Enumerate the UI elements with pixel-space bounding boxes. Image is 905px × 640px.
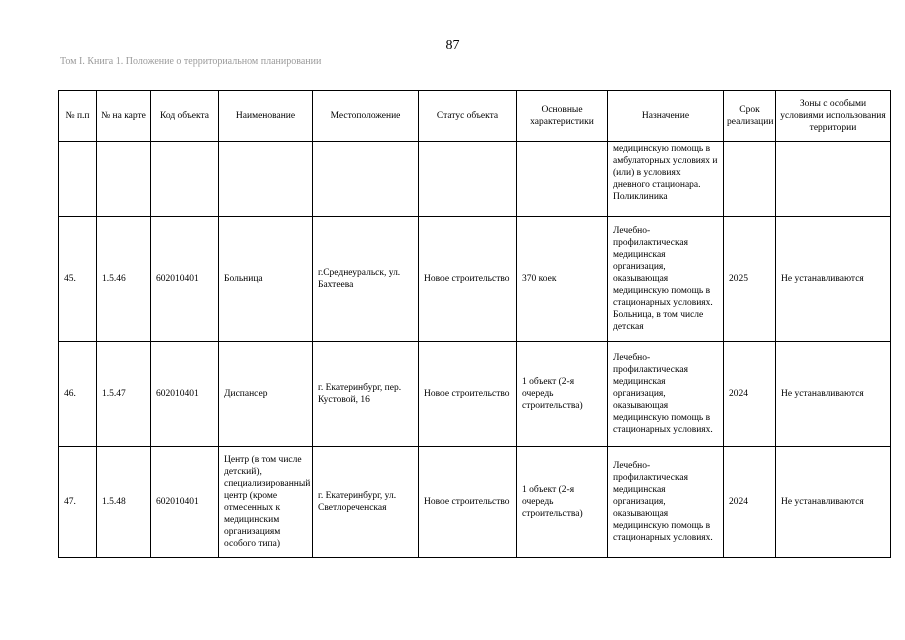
table-header-row <box>59 91 891 142</box>
header-cell: Местоположение <box>313 91 419 142</box>
table-cell: 602010401 <box>151 342 219 447</box>
table-cell: 1 объект (2-я очередь строительства) <box>517 342 608 447</box>
table-cell: Не устанавливаются <box>776 217 891 342</box>
table-cell: 1.5.48 <box>97 447 151 558</box>
header-cell: Код объекта <box>151 91 219 142</box>
header-cell: № п.п <box>59 91 97 142</box>
table-cell <box>151 142 219 217</box>
header-cell: Назначение <box>608 91 724 142</box>
table-cell: г. Екатеринбург, ул. Светлореченская <box>313 447 419 558</box>
table-cell <box>219 142 313 217</box>
running-header: Том I. Книга 1. Положение о территориальном планировании <box>60 56 322 67</box>
table-cell <box>776 142 891 217</box>
table-cell: 46. <box>59 342 97 447</box>
table-cell: Новое строительство <box>419 342 517 447</box>
header-cell: Статус объекта <box>419 91 517 142</box>
table-row <box>59 447 891 558</box>
table-cell: медицинскую помощь в амбулаторных условиях и (или) в условиях дневного стационара. Поликлиника <box>608 142 724 217</box>
header-cell: Основные характеристики <box>517 91 608 142</box>
table-cell <box>313 142 419 217</box>
table-row <box>59 217 891 342</box>
table-cell: Новое строительство <box>419 447 517 558</box>
table-cell <box>517 142 608 217</box>
table-cell: Лечебно-профилактическая медицинская организация, оказывающая медицинскую помощь в стационарных условиях. <box>608 342 724 447</box>
table-cell <box>724 142 776 217</box>
header-cell: Зоны с особыми условиями использования территории <box>776 91 891 142</box>
page-number: 87 <box>445 38 460 53</box>
table-cell: 1 объект (2-я очередь строительства) <box>517 447 608 558</box>
table-cell: г. Екатеринбург, пер. Кустовой, 16 <box>313 342 419 447</box>
table-cell: Диспансер <box>219 342 313 447</box>
table-cell: Не устанавливаются <box>776 447 891 558</box>
header-cell: № на карте <box>97 91 151 142</box>
objects-table <box>58 90 891 558</box>
table-cell: 602010401 <box>151 217 219 342</box>
table-cell: г.Среднеуральск, ул. Бахтеева <box>313 217 419 342</box>
table-cell: Больница <box>219 217 313 342</box>
table-cell: Лечебно-профилактическая медицинская организация, оказывающая медицинскую помощь в стационарных условиях. <box>608 447 724 558</box>
header-cell: Срок реализации <box>724 91 776 142</box>
table-cell: Новое строительство <box>419 217 517 342</box>
table-cell: 47. <box>59 447 97 558</box>
table-cell: Центр (в том числе детский), специализированный центр (кроме отмесенных к медицинским организациям особого типа) <box>219 447 313 558</box>
table-cell: 1.5.46 <box>97 217 151 342</box>
table-cell: 2024 <box>724 447 776 558</box>
table-cell: 370 коек <box>517 217 608 342</box>
table-cell: Не устанавливаются <box>776 342 891 447</box>
table-cell <box>419 142 517 217</box>
table-cell: 2024 <box>724 342 776 447</box>
table-cell: Лечебно-профилактическая медицинская организация, оказывающая медицинскую помощь в стационарных условиях. Больница, в том числе детская <box>608 217 724 342</box>
table-cell: 2025 <box>724 217 776 342</box>
header-cell: Наименование <box>219 91 313 142</box>
table-cell <box>97 142 151 217</box>
table-cell: 602010401 <box>151 447 219 558</box>
table-row <box>59 142 891 217</box>
table-cell <box>59 142 97 217</box>
table-cell: 1.5.47 <box>97 342 151 447</box>
table-row <box>59 342 891 447</box>
table-cell: 45. <box>59 217 97 342</box>
